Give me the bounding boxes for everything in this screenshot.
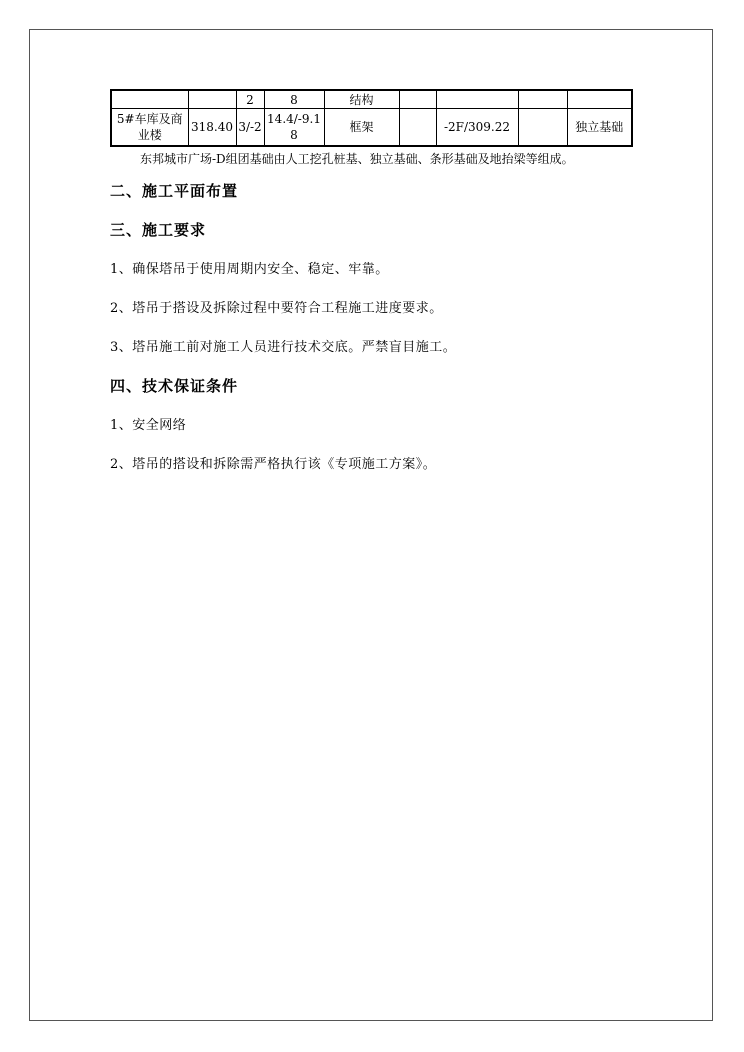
floors-cell: 3/-2 xyxy=(236,109,264,147)
table-cell xyxy=(518,109,567,147)
table-row xyxy=(111,90,632,109)
section-heading-layout: 二、施工平面布置 xyxy=(110,182,239,200)
table-cell xyxy=(399,109,436,147)
building-name-line: 5#车库及商 xyxy=(116,112,183,126)
guarantee-item: 1、安全网络 xyxy=(110,418,187,433)
table-cell: 8 xyxy=(264,90,324,109)
table-row xyxy=(111,109,632,147)
page-frame xyxy=(29,29,713,1021)
section-heading-requirements: 三、施工要求 xyxy=(110,221,207,239)
requirement-item: 2、塔吊于搭设及拆除过程中要符合工程施工进度要求。 xyxy=(110,301,443,316)
building-spec-table xyxy=(110,89,633,147)
table-cell: 2 xyxy=(236,90,264,109)
guarantee-item: 2、塔吊的搭设和拆除需严格执行该《专项施工方案》。 xyxy=(110,457,437,472)
foundation-note: 东邦城市广场-D组团基础由人工挖孔桩基、独立基础、条形基础及地抬梁等组成。 xyxy=(140,152,574,166)
table-cell xyxy=(188,90,236,109)
area-cell: 318.40 xyxy=(188,109,236,147)
table-cell xyxy=(518,90,567,109)
structure-cell: 框架 xyxy=(324,109,399,147)
table-cell: 结构 xyxy=(324,90,399,109)
table-cell xyxy=(111,90,188,109)
height-cell xyxy=(264,109,324,147)
requirement-item: 3、塔吊施工前对施工人员进行技术交底。严禁盲目施工。 xyxy=(110,340,457,355)
table-cell xyxy=(436,90,518,109)
elevation-cell: -2F/309.22 xyxy=(436,109,518,147)
height-line: 8 xyxy=(290,128,298,142)
foundation-cell: 独立基础 xyxy=(567,109,632,147)
requirement-item: 1、确保塔吊于使用周期内安全、稳定、牢靠。 xyxy=(110,262,389,277)
table-cell xyxy=(567,90,632,109)
section-heading-guarantee: 四、技术保证条件 xyxy=(110,377,239,395)
table-cell xyxy=(399,90,436,109)
height-line: 14.4/-9.1 xyxy=(267,112,321,126)
building-name-cell xyxy=(111,109,188,147)
building-name-line: 业楼 xyxy=(137,128,162,142)
